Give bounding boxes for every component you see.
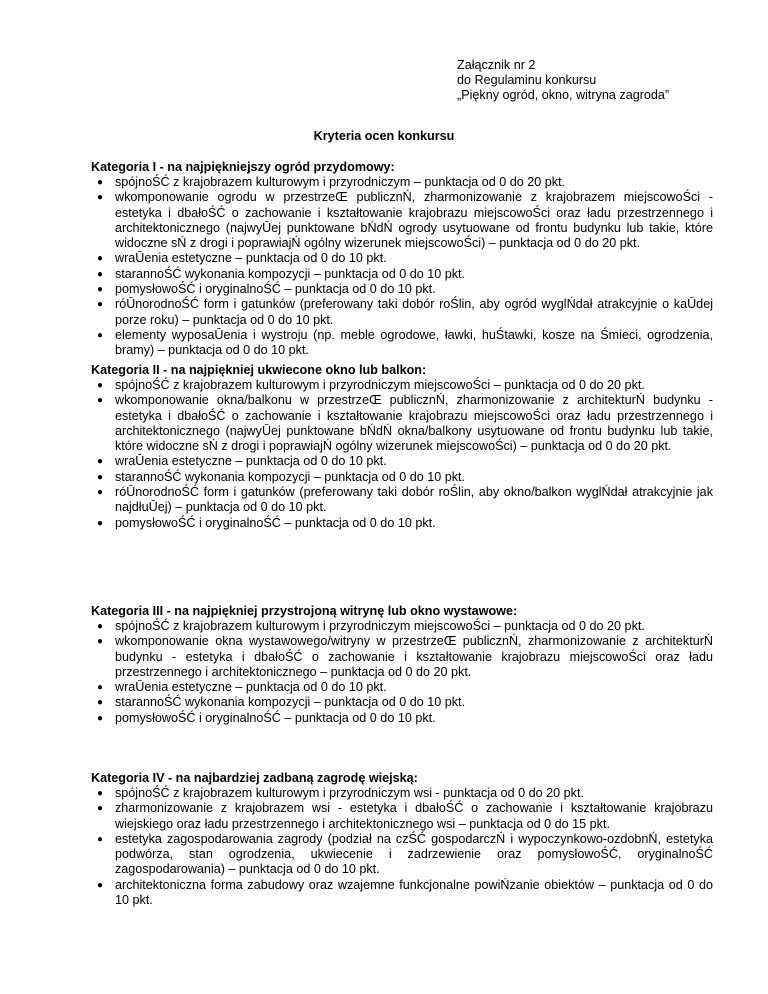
- bullet-icon: ●: [97, 284, 104, 296]
- bullet-icon: ●: [97, 395, 104, 407]
- list-item: ● architektoniczna forma zabudowy oraz wzajemne funkcjonalne powiŃzanie obiektów – punktacja od 0 do 10 pkt.: [97, 877, 713, 908]
- attachment-header: [457, 58, 669, 103]
- bullet-icon: ●: [97, 380, 104, 391]
- list-item: ● starannoŚĆ wykonania kompozycji – punktacja od 0 do 10 pkt.: [97, 695, 466, 710]
- bullet-icon: ●: [97, 487, 104, 499]
- bullet-icon: ●: [97, 329, 104, 341]
- list-item: ● wraŪenia estetyczne – punktacja od 0 do 10 pkt.: [97, 454, 387, 469]
- bullet-icon: ●: [97, 788, 104, 799]
- bullet-icon: ●: [97, 697, 104, 709]
- list-item: ● pomysłowoŚĆ i oryginalnoŚĆ – punktacja od 0 do 10 pkt.: [97, 282, 436, 297]
- regulation-reference: do Regulaminu konkursu: [457, 73, 597, 87]
- bullet-icon: ●: [97, 833, 104, 845]
- bullet-icon: ●: [97, 268, 104, 280]
- list-item: ● róŪnorodnoŚĆ form i gatunków (preferowany taki dobór roŚlin, aby okno/balkon wyglŃdał atrakcyjnie jak najdłuŪej) – punktacja od 0 do 10 pkt.: [97, 485, 713, 515]
- criteria-list: [91, 175, 713, 359]
- list-item: ● estetyka zagospodarowania zagrody (podział na czŚĆ gospodarczŃ i wypoczynkowo-ozdobnŃ, estetyka podwórza, stan ogrodzenia, ukwiecenie i zadrzewienie oraz pomysłowoŚĆ, oryginalnoŚĆ zagospodarowania) – punktacja od 0 do 10 pkt.: [97, 831, 713, 877]
- category-section-2: [91, 363, 713, 531]
- bullet-icon: ●: [97, 177, 104, 188]
- bullet-icon: ●: [97, 471, 104, 483]
- category-section-4: [91, 771, 713, 908]
- bullet-icon: ●: [97, 682, 104, 694]
- bullet-icon: ●: [97, 879, 104, 891]
- attachment-number: Załącznik nr 2: [457, 58, 536, 72]
- list-item: ● wkomponowanie okna/balkonu w przestrzeŒ publicznŃ, zharmonizowanie z architekturŃ budynku - estetyka i dbałoŚĆ o zachowanie i kształtowanie krajobrazu miejscowoŚci oraz ładu przestrzennego i architektonicznego (najwyŪej punktowane bŃdŃ okna/balkony usytuowane od frontu budynku lub takie, które widoczne sŃ z drogi i poprawiajŃ ogólny wizerunek miejscowoŚci) – punktacja od 0 do 20 pkt.: [97, 393, 713, 454]
- list-item: ● spójnoŚĆ z krajobrazem kulturowym i przyrodniczym miejscowoŚci – punktacja od 0 do 20 pkt.: [97, 378, 645, 392]
- bullet-icon: ●: [97, 636, 104, 648]
- bullet-icon: ●: [97, 517, 104, 529]
- category-heading: Kategoria I - na najpiękniejszy ogród przydomowy:: [91, 160, 395, 174]
- criteria-list: [91, 619, 713, 726]
- list-item: ● róŪnorodnoŚĆ form i gatunków (preferowany taki dobór roŚlin, aby ogród wyglŃdał atrakcyjnie o kaŪdej porze roku) – punktacja od 0 do 10 pkt.: [97, 297, 713, 327]
- criteria-list: [91, 786, 713, 908]
- page-title: Kryteria ocen konkursu: [313, 129, 455, 143]
- list-item: ● spójnoŚĆ z krajobrazem kulturowym i przyrodniczym wsi - punktacja od 0 do 20 pkt.: [97, 786, 584, 800]
- list-item: ● wkomponowanie ogrodu w przestrzeŒ publicznŃ, zharmonizowanie z krajobrazem miejscowoŚci - estetyka i dbałoŚĆ o zachowanie i kształtowanie krajobrazu miejscowoŚci oraz ładu przestrzennego i architektonicznego (najwyŪej punktowane bŃdŃ ogrody usytuowane od frontu budynku lub takie, które widoczne sŃ z drogi i poprawiajŃ ogólny wizerunek miejscowoŚci) – punktacja od 0 do 20 pkt.: [97, 190, 713, 251]
- list-item: ● starannoŚĆ wykonania kompozycji – punktacja od 0 do 10 pkt.: [97, 266, 466, 281]
- list-item: ● spójnoŚĆ z krajobrazem kulturowym i przyrodniczym miejscowoŚci – punktacja od 0 do 20 pkt.: [97, 619, 645, 633]
- bullet-icon: ●: [97, 299, 104, 311]
- category-heading: Kategoria III - na najpiękniej przystrojoną witrynę lub okno wystawowe:: [91, 604, 518, 618]
- bullet-icon: ●: [97, 192, 104, 204]
- category-section-1: [91, 160, 713, 359]
- category-section-3: [91, 604, 713, 726]
- list-item: ● elementy wyposaŪenia i wystroju (np. meble ogrodowe, ławki, huŚtawki, kosze na Śmieci, ogrodzenia, bramy) – punktacja od 0 do 10 pkt.: [97, 327, 713, 358]
- bullet-icon: ●: [97, 621, 104, 632]
- list-item: ● starannoŚĆ wykonania kompozycji – punktacja od 0 do 10 pkt.: [97, 469, 466, 484]
- list-item: ● pomysłowoŚĆ i oryginalnoŚĆ – punktacja od 0 do 10 pkt.: [97, 710, 436, 725]
- bullet-icon: ●: [97, 712, 104, 724]
- contest-name: „Piękny ogród, okno, witryna zagroda”: [457, 88, 670, 102]
- list-item: ● pomysłowoŚĆ i oryginalnoŚĆ – punktacja od 0 do 10 pkt.: [97, 515, 436, 530]
- list-item: ● wkomponowanie okna wystawowego/witryny w przestrzeŒ publicznŃ, zharmonizowanie z architekturŃ budynku - estetyka i dbałoŚĆ o zachowanie i kształtowanie krajobrazu miejscowoŚci oraz ładu przestrzennego i architektonicznego – punktacja od 0 do 20 pkt.: [97, 634, 713, 679]
- list-item: ● spójnoŚĆ z krajobrazem kulturowym i przyrodniczym – punktacja od 0 do 20 pkt.: [97, 175, 566, 189]
- category-heading: Kategoria IV - na najbardziej zadbaną zagrodę wiejską:: [91, 771, 418, 785]
- list-item: ● wraŪenia estetyczne – punktacja od 0 do 10 pkt.: [97, 251, 387, 266]
- list-item: ● zharmonizowanie z krajobrazem wsi - estetyka i dbałoŚĆ o zachowanie i kształtowanie krajobrazu wiejskiego oraz ładu przestrzennego i architektonicznego wsi – punktacja od 0 do 15 pkt.: [97, 801, 713, 831]
- bullet-icon: ●: [97, 253, 104, 265]
- bullet-icon: ●: [97, 803, 104, 815]
- bullet-icon: ●: [97, 456, 104, 468]
- list-item: ● wraŪenia estetyczne – punktacja od 0 do 10 pkt.: [97, 680, 387, 695]
- category-heading: Kategoria II - na najpiękniej ukwiecone okno lub balkon:: [91, 363, 427, 377]
- criteria-list: [91, 378, 713, 531]
